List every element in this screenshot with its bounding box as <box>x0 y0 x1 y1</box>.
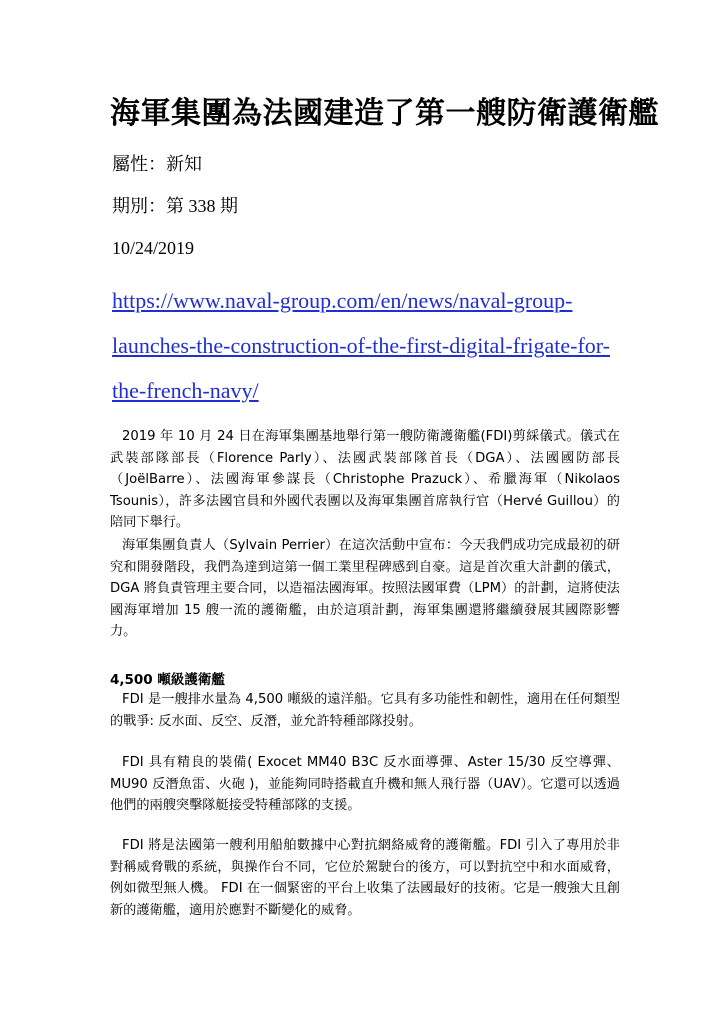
paragraph-equipment <box>110 752 620 817</box>
article-title: 海軍集團為法國建造了第一艘防衛護衛艦 <box>110 97 659 130</box>
paragraph-cyber <box>110 835 620 921</box>
publish-date: 10/24/2019 <box>112 238 195 258</box>
source-link-line-2[interactable]: launches-the-construction-of-the-first-digital-frigate-for- <box>112 333 611 358</box>
paragraph-ceremony <box>110 426 620 534</box>
source-link-line-1[interactable]: https://www.naval-group.com/en/news/naval-group- <box>112 288 573 313</box>
paragraph-text: 2019 年 10 月 24 日在海軍集團基地舉行第一艘防衛護衛艦(FDI)剪綵儀式。儀式在武裝部隊部長（Florence Parly）、法國武裝部隊首長（DGA）、法國國防部長（JoëlBarre）、法國海軍參謀長（Christophe Prazuck）、希臘海軍（Nikolaos Tsounis），許多法國官員和外國代表團以及海軍集團首席執行官（Hervé Guillou）的陪同下舉行。 <box>110 429 620 530</box>
issue-label: 期別：第 338 期 <box>112 196 238 216</box>
paragraph-text: FDI 是一艘排水量為 4,500 噸級的遠洋船。它具有多功能性和韌性，適用在任何類型的戰爭: 反水面、反空、反潛，並允許特種部隊投射。 <box>110 692 620 729</box>
paragraph-text: 海軍集團負責人（Sylvain Perrier）在這次活動中宣布：今天我們成功完成最初的研究和開發階段，我們為達到這第一個工業里程碑感到自豪。這是首次重大計劃的儀式，DGA 將負責管理主要合同，以造福法國海軍。按照法國軍費（LPM）的計劃，這將使法國海軍增加 15 艘一流的護衛艦，由於這項計劃，海軍集團還將繼續發展其國際影響力。 <box>110 538 620 639</box>
source-link-line-3[interactable]: the-french-navy/ <box>112 378 259 403</box>
paragraph-text: FDI 具有精良的裝備( Exocet MM40 B3C 反水面導彈、Aster 15/30 反空導彈、MU90 反潛魚雷、火砲 )，並能夠同時搭載直升機和無人飛行器（UAV）。它還可以透過他們的兩艘突擊隊艇接受特種部隊的支援。 <box>110 755 620 813</box>
paragraph-displacement <box>110 689 620 732</box>
source-link[interactable] <box>112 278 672 413</box>
paragraph-text: FDI 將是法國第一艘利用船舶數據中心對抗網絡威脅的護衛艦。FDI 引入了專用於非對稱威脅戰的系統，與操作台不同，它位於駕駛台的後方，可以對抗空中和水面威脅，例如微型無人機。 FDI 在一個緊密的平台上收集了法國最好的技術。它是一艘強大且創新的護衛艦，適用於應對不斷變化的威脅。 <box>110 838 620 918</box>
attribute-label: 屬性：新知 <box>112 154 202 174</box>
paragraph-announcement <box>110 535 620 643</box>
section-heading: 4,500 噸級護衛艦 <box>110 672 225 688</box>
